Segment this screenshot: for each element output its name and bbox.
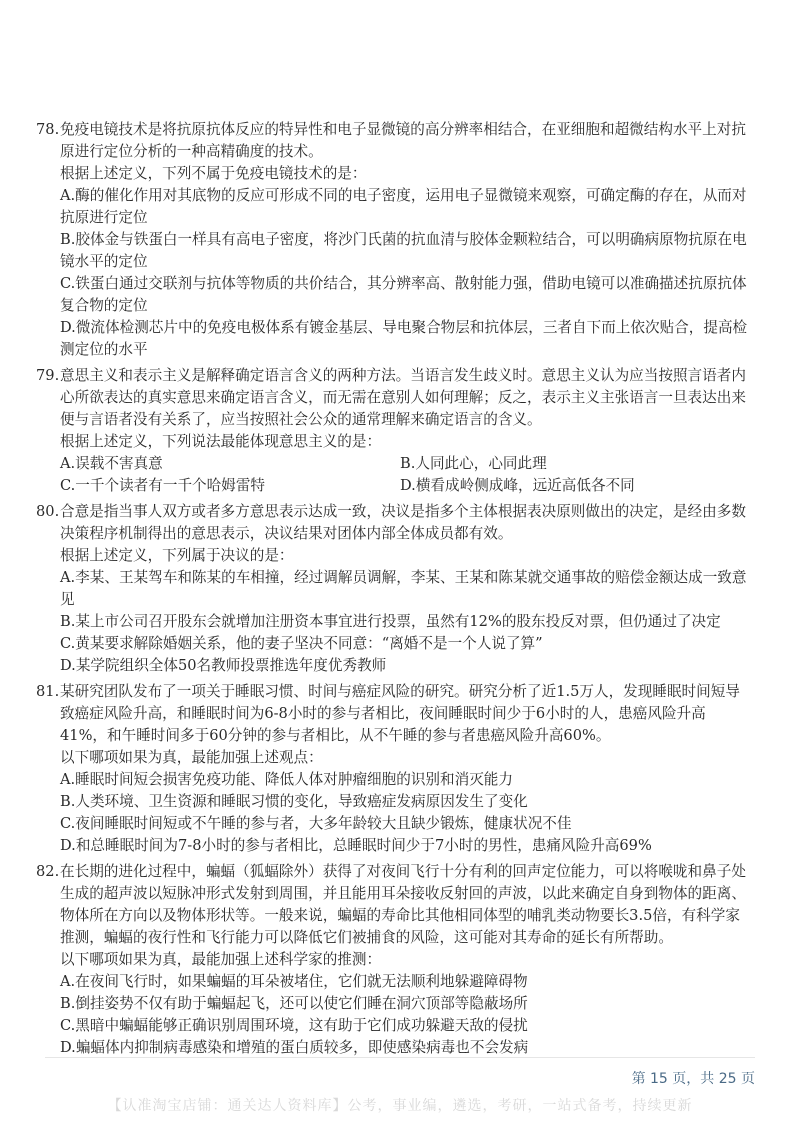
option-a: A.酶的催化作用对其底物的反应可形成不同的电子密度，运用电子显微镜来观察，可确定酶的存在，从而对抗原进行定位	[60, 187, 747, 226]
question-prompt: 以下哪项如果为真，最能加强上述科学家的推测：	[60, 951, 382, 968]
question-number: 82.	[36, 863, 60, 880]
question-stem: 合意是指当事人双方或者多方意思表示达成一致，决议是指多个主体根据表决原则做出的决定，是经由多数决策程序机制得出的意思表示，决议结果对团体内部全体成员都有效。	[60, 503, 746, 542]
question-prompt: 以下哪项如果为真，最能加强上述观点：	[60, 749, 323, 766]
option-b: B.某上市公司召开股东会就增加注册资本事宜进行投票，虽然有12%的股东投反对票，但仍通过了决定	[60, 613, 721, 630]
question-number: 81.	[36, 683, 60, 700]
options-grid	[60, 453, 748, 497]
option-d: D.某学院组织全体50名教师投票推选年度优秀教师	[60, 657, 387, 674]
question-81	[36, 681, 748, 857]
question-prompt: 根据上述定义，下列不属于免疫电镜技术的是：	[60, 165, 367, 182]
option-b: B.胶体金与铁蛋白一样具有高电子密度，将沙门氏菌的抗血清与胶体金颗粒结合，可以明确病原物抗原在电镜水平的定位	[60, 231, 747, 270]
option-a: A.在夜间飞行时，如果蝙蝠的耳朵被堵住，它们就无法顺利地躲避障碍物	[60, 973, 528, 990]
option-c: C.黑暗中蝙蝠能够正确识别周围环境，这有助于它们成功躲避天敌的侵扰	[60, 1017, 528, 1034]
page-indicator: 第 15 页，共 25 页	[631, 1071, 755, 1087]
question-stem: 意思主义和表示主义是解释确定语言含义的两种方法。当语言发生歧义时。意思主义认为应当按照言语者内心所欲表达的真实意思来确定语言含义，而无需在意别人如何理解；反之，表示主义主张语言一旦表达出来便与言语者没有关系了，应当按照社会公众的通常理解来确定语言的含义。	[60, 367, 746, 428]
option-d: D.蝙蝠体内抑制病毒感染和增殖的蛋白质较多，即使感染病毒也不会发病	[60, 1039, 529, 1056]
footer-divider	[45, 1057, 755, 1058]
question-number: 80.	[36, 503, 60, 520]
option-c: C.黄某要求解除婚姻关系，他的妻子坚决不同意：“离婚不是一个人说了算”	[60, 635, 543, 652]
question-number: 78.	[36, 121, 60, 138]
question-number: 79.	[36, 367, 60, 384]
option-c: C.铁蛋白通过交联剂与抗体等物质的共价结合，其分辨率高、散射能力强，借助电镜可以准确描述抗原抗体复合物的定位	[60, 275, 747, 314]
question-prompt: 根据上述定义，下列说法最能体现意思主义的是：	[60, 433, 382, 450]
question-78	[36, 119, 748, 361]
option-d: D.和总睡眠时间为7-8小时的参与者相比，总睡眠时间少于7小时的男性，患痛风险升高69%	[60, 837, 652, 854]
option-b: B.人类环境、卫生资源和睡眠习惯的变化，导致癌症发病原因发生了变化	[60, 793, 528, 810]
question-stem: 在长期的进化过程中，蝙蝠（狐蝠除外）获得了对夜间飞行十分有利的回声定位能力，可以将喉咙和鼻子处生成的超声波以短脉冲形式发射到周围，并且能用耳朵接收反射回的声波，以此来确定自身到物体的距离、物体所在方向以及物体形状等。一般来说，蝙蝠的寿命比其他相同体型的哺乳类动物要长3.5倍，有科学家推测，蝙蝠的夜行性和飞行能力可以降低它们被捕食的风险，这可能对其寿命的延长有所帮助。	[60, 863, 746, 946]
question-82	[36, 861, 748, 1059]
option-d: D.横看成岭侧成峰，远近高低各不同	[400, 477, 635, 494]
watermark: 【认准淘宝店铺：通关达人资料库】公考，事业编，遴选，考研，一站式备考，持续更新	[107, 1098, 693, 1114]
question-79	[36, 365, 748, 497]
option-a: A.睡眠时间短会损害免疫功能、降低人体对肿瘤细胞的识别和消灭能力	[60, 771, 513, 788]
question-stem: 免疫电镜技术是将抗原抗体反应的特异性和电子显微镜的高分辨率相结合，在亚细胞和超微结构水平上对抗原进行定位分析的一种高精确度的技术。	[60, 121, 746, 160]
question-prompt: 根据上述定义，下列属于决议的是：	[60, 547, 294, 564]
option-b: B.倒挂姿势不仅有助于蝙蝠起飞，还可以使它们睡在洞穴顶部等隐蔽场所	[60, 995, 528, 1012]
question-80	[36, 501, 748, 677]
option-a: A.李某、王某驾车和陈某的车相撞，经过调解员调解，李某、王某和陈某就交通事故的赔偿金额达成一致意见	[60, 569, 747, 608]
option-b: B.人同此心，心同此理	[400, 455, 547, 472]
question-list	[36, 119, 748, 1063]
question-stem: 某研究团队发布了一项关于睡眠习惯、时间与癌症风险的研究。研究分析了近1.5万人，发现睡眠时间短导致癌症风险升高，和睡眠时间为6-8小时的参与者相比，夜间睡眠时间少于6小时的人，患癌风险升高41%，和午睡时间多于60分钟的参与者相比，从不午睡的参与者患癌风险升高60%。	[60, 683, 740, 744]
option-c: C.夜间睡眠时间短或不午睡的参与者，大多年龄较大且缺少锻炼，健康状况不佳	[60, 815, 572, 832]
option-d: D.微流体检测芯片中的免疫电极体系有镀金基层、导电聚合物层和抗体层，三者自下而上依次贴合，提高检测定位的水平	[60, 319, 748, 358]
option-a: A.误载不害真意	[60, 455, 163, 472]
option-c: C.一千个读者有一千个哈姆雷特	[60, 477, 266, 494]
